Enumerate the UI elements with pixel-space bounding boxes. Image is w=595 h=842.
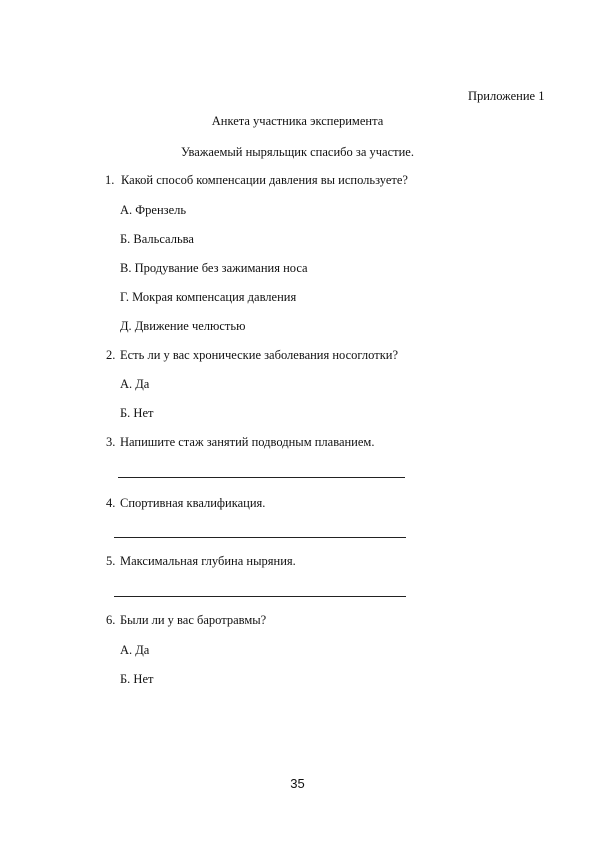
question-6-option-b: Б. Нет — [120, 672, 154, 686]
question-3-number: 3. — [106, 435, 116, 449]
question-3-text: Напишите стаж занятий подводным плаванием. — [120, 435, 375, 449]
question-6-number: 6. — [106, 613, 116, 627]
question-5-text: Максимальная глубина ныряния. — [120, 554, 296, 568]
question-2-number: 2. — [106, 348, 116, 362]
question-1-option-e: Д. Движение челюстью — [120, 319, 246, 333]
question-5-number: 5. — [106, 554, 116, 568]
greeting-text: Уважаемый ныряльщик спасибо за участие. — [181, 145, 414, 159]
question-4-answer-line[interactable] — [114, 537, 406, 538]
appendix-label: Приложение 1 — [468, 89, 545, 103]
question-3-answer-line[interactable] — [118, 477, 405, 478]
question-1-number: 1. — [105, 173, 115, 187]
question-6-option-a: А. Да — [120, 643, 150, 657]
question-5-answer-line[interactable] — [114, 596, 406, 597]
question-1-option-d: Г. Мокрая компенсация давления — [120, 290, 297, 304]
question-1-option-b: Б. Вальсальва — [120, 232, 194, 246]
question-4-text: Спортивная квалификация. — [120, 496, 266, 510]
question-1-option-c: В. Продувание без зажимания носа — [120, 261, 308, 275]
question-1-option-a: А. Френзель — [120, 203, 187, 217]
question-1-text: Какой способ компенсации давления вы используете? — [121, 173, 408, 187]
page-number: 35 — [290, 776, 305, 791]
question-2-option-a: А. Да — [120, 377, 150, 391]
question-2-option-b: Б. Нет — [120, 406, 154, 420]
question-6-text: Были ли у вас баротравмы? — [120, 613, 267, 627]
question-4-number: 4. — [106, 496, 116, 510]
questionnaire-title: Анкета участника эксперимента — [211, 114, 384, 128]
question-2-text: Есть ли у вас хронические заболевания носоглотки? — [120, 348, 399, 362]
